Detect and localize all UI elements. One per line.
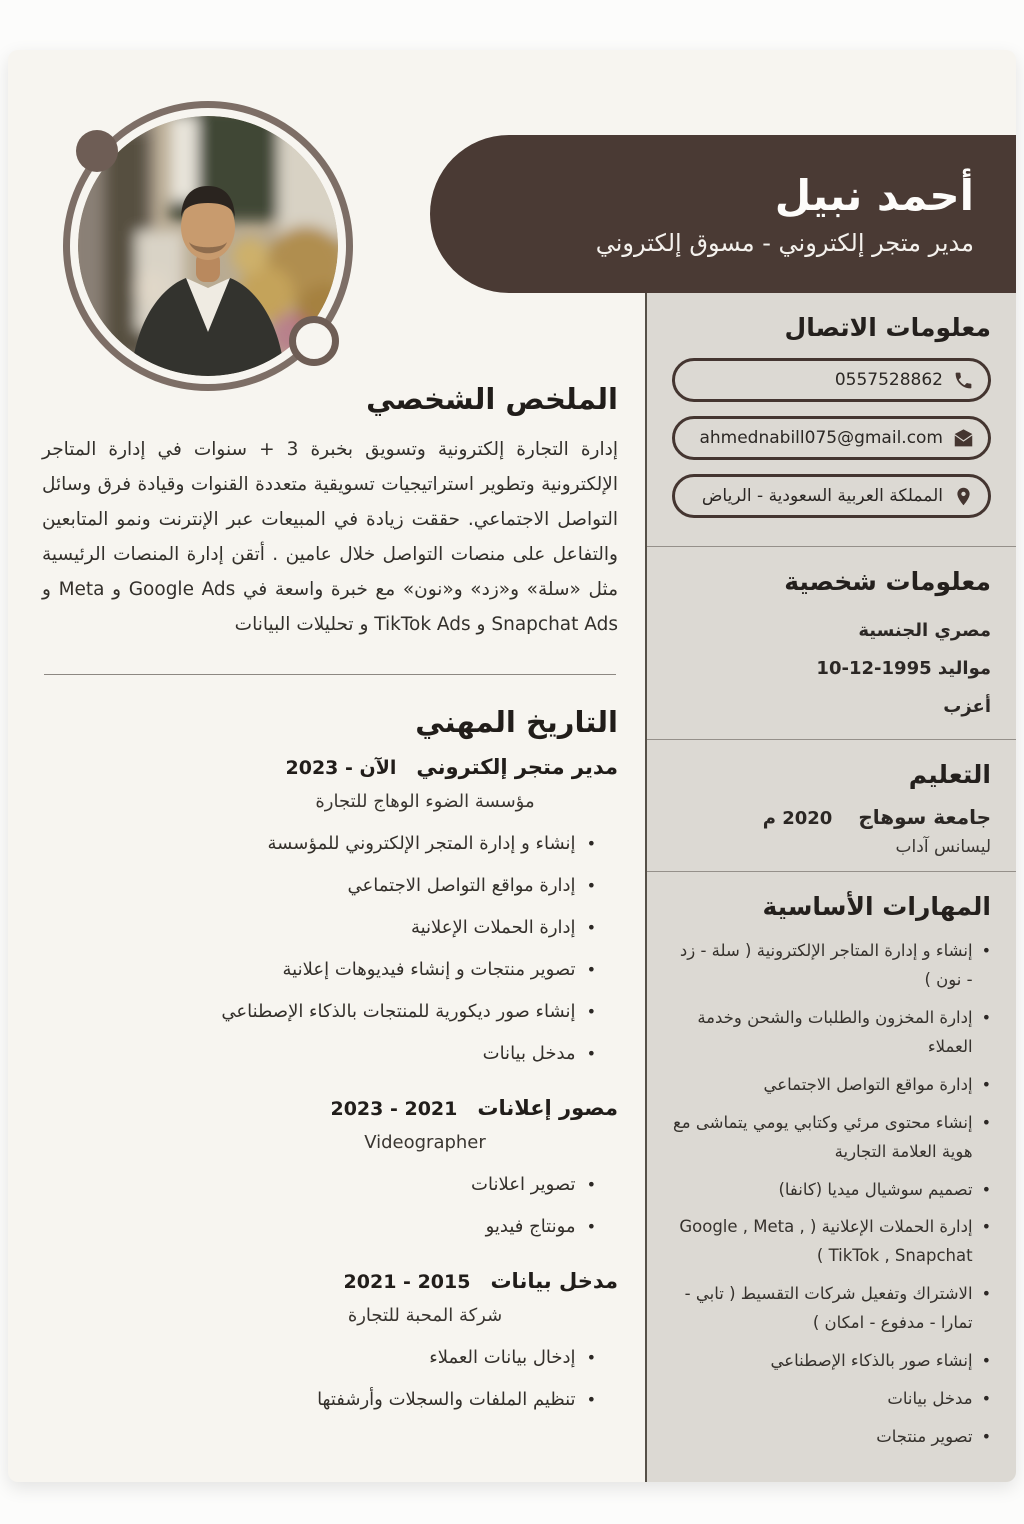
location-pin-icon	[953, 486, 974, 507]
skills-section	[647, 872, 1016, 1474]
job-dates: الآن - 2023	[285, 757, 397, 779]
bullet-dot: •	[981, 1008, 991, 1028]
bullet-dot: •	[981, 1426, 991, 1446]
bullet-dot: •	[586, 960, 596, 979]
job-bullet-text: إنشاء و إدارة المتجر الإلكتروني للمؤسسة	[267, 833, 576, 854]
nationality: مصري الجنسية	[858, 620, 991, 641]
skill-text: إدارة المخزون والطلبات والشحن وخدمة العملاء	[697, 1008, 973, 1057]
skill-text: إنشاء و إدارة المتاجر الإلكترونية ( سلة - زد - نون )	[679, 941, 973, 990]
phone-number: 0557528862	[834, 370, 943, 390]
job-bullet-text: إدارة الحملات الإعلانية	[410, 917, 576, 938]
skill-text: تصوير منتجات	[876, 1426, 973, 1446]
bullet-dot: •	[586, 1348, 596, 1367]
skill-text: إدارة الحملات الإعلانية ( Google , Meta , TikTok , Snapchat )	[679, 1217, 973, 1266]
job-bullet	[42, 1171, 596, 1199]
job-bullet	[42, 998, 596, 1026]
job-title: مدخل بيانات	[490, 1269, 618, 1293]
job-bullet-text: إدارة مواقع التواصل الاجتماعي	[347, 875, 576, 896]
job-company: مؤسسة الضوء الوهاج للتجارة	[315, 791, 535, 812]
job-bullet	[42, 830, 596, 858]
email-icon	[953, 428, 974, 449]
phone-icon	[953, 370, 974, 391]
skill-item	[672, 1280, 991, 1338]
skill-text: إنشاء محتوى مرئي وكتابي يومي يتماشى مع هوية العلامة التجارية	[673, 1112, 973, 1161]
bullet-dot: •	[981, 1217, 991, 1237]
education-degree: ليسانس آداب	[895, 837, 991, 858]
phone-pill	[672, 358, 991, 402]
skill-item	[672, 1176, 991, 1205]
bullet-dot: •	[586, 876, 596, 895]
skill-text: إدارة مواقع التواصل الاجتماعي	[763, 1074, 973, 1094]
sidebar	[645, 293, 1016, 1482]
job-entry	[42, 1096, 618, 1241]
bullet-dot: •	[586, 918, 596, 937]
education-section	[647, 740, 1016, 871]
job-bullets	[42, 1171, 596, 1241]
experience-heading: التاريخ المهني	[415, 705, 618, 739]
skill-item	[672, 1423, 991, 1452]
resume-card	[8, 50, 1016, 1482]
bullet-dot: •	[586, 834, 596, 853]
skill-item	[672, 1004, 991, 1062]
bullet-dot: •	[981, 1284, 991, 1304]
skill-text: الاشتراك وتفعيل شركات التقسيط ( تابي - تمارا - مدفوع - امكان )	[684, 1284, 973, 1333]
person-name: أحمد نبيل	[774, 170, 974, 220]
education-school: جامعة سوهاج	[858, 805, 991, 830]
bullet-dot: •	[981, 1179, 991, 1199]
job-bullet	[42, 914, 596, 942]
skill-item	[672, 937, 991, 995]
job-title-row	[42, 755, 618, 779]
education-year: 2020 م	[762, 808, 833, 830]
decorative-dot	[76, 130, 118, 172]
summary-heading: الملخص الشخصي	[366, 382, 618, 416]
job-bullets	[42, 1344, 596, 1414]
skills-heading: المهارات الأساسية	[762, 892, 991, 922]
contact-section	[647, 293, 1016, 546]
summary-text: إدارة التجارة إلكترونية وتسويق بخبرة 3 + سنوات في إدارة المتاجر الإلكترونية وتطوير استراتيجيات تسويقية متعددة القنوات وقيادة فرق وسائل التواصل الاجتماعي. حققت زيادة في المبيعات عبر الإنترنت ونمو المتابعين والتفاعل على منصات التواصل خلال عامين . أتقن إدارة المنصات الرئيسية مثل «سلة» و«زد» و«نون» مع خبرة واسعة في Google Ads و Meta و Snapchat Ads و TikTok Ads و تحليلات البيانات	[42, 439, 618, 635]
job-dates: 2015 - 2021	[343, 1271, 471, 1293]
job-bullet-text: مونتاج فيديو	[485, 1216, 576, 1237]
job-entry	[42, 1269, 618, 1414]
person-job-title: مدير متجر إلكتروني - مسوق إلكتروني	[595, 229, 974, 258]
bullet-dot: •	[981, 1388, 991, 1408]
skill-text: مدخل بيانات	[887, 1388, 973, 1408]
email-address: ahmednabill075@gmail.com	[699, 428, 943, 448]
personal-info-heading: معلومات شخصية	[784, 567, 991, 596]
bullet-dot: •	[981, 941, 991, 961]
job-title: مصور إعلانات	[477, 1096, 618, 1120]
skill-item	[672, 1213, 991, 1271]
bullet-dot: •	[586, 1044, 596, 1063]
job-bullet-text: مدخل بيانات	[482, 1043, 576, 1064]
job-bullet-text: تنظيم الملفات والسجلات وأرشفتها	[317, 1389, 576, 1410]
job-bullet	[42, 872, 596, 900]
job-bullet-text: إنشاء صور ديكورية للمنتجات بالذكاء الإصطناعي	[221, 1001, 576, 1022]
education-row	[672, 805, 991, 829]
job-company: Videographer	[364, 1132, 486, 1153]
bullet-dot: •	[981, 1074, 991, 1094]
skill-item	[672, 1109, 991, 1167]
bullet-dot: •	[981, 1112, 991, 1132]
skill-text: إنشاء صور بالذكاء الإصطناعي	[770, 1350, 973, 1370]
birth-date: مواليد 1995-12-10	[816, 657, 991, 679]
skill-item	[672, 1385, 991, 1414]
job-bullets	[42, 830, 596, 1068]
job-bullet	[42, 1386, 596, 1414]
location-text: المملكة العربية السعودية - الرياض	[701, 486, 943, 506]
header-band	[430, 135, 1016, 293]
job-title-row	[42, 1269, 618, 1293]
bullet-dot: •	[586, 1390, 596, 1409]
job-bullet-text: إدخال بيانات العملاء	[429, 1347, 576, 1368]
job-title: مدير متجر إلكتروني	[416, 755, 618, 779]
skill-item	[672, 1071, 991, 1100]
education-heading: التعليم	[908, 760, 991, 790]
skills-list	[672, 937, 991, 1451]
job-bullet-text: تصوير منتجات و إنشاء فيديوهات إعلانية	[282, 959, 576, 980]
decorative-small-circle	[289, 316, 339, 366]
contact-heading: معلومات الاتصال	[784, 313, 991, 342]
email-pill	[672, 416, 991, 460]
bullet-dot: •	[586, 1217, 596, 1236]
marital-status: أعزب	[943, 695, 991, 717]
job-company: شركة المحبة للتجارة	[347, 1305, 503, 1326]
job-bullet	[42, 956, 596, 984]
main-column	[42, 382, 618, 1442]
bullet-dot: •	[586, 1175, 596, 1194]
job-title-row	[42, 1096, 618, 1120]
job-bullet-text: تصوير اعلانات	[471, 1174, 576, 1195]
job-bullet	[42, 1344, 596, 1372]
bullet-dot: •	[586, 1002, 596, 1021]
personal-info-section	[647, 547, 1016, 739]
job-dates: 2021 - 2023	[330, 1098, 458, 1120]
job-bullet	[42, 1040, 596, 1068]
bullet-dot: •	[981, 1350, 991, 1370]
skill-item	[672, 1347, 991, 1376]
job-entry	[42, 755, 618, 1068]
location-pill	[672, 474, 991, 518]
section-divider	[44, 674, 616, 675]
job-bullet	[42, 1213, 596, 1241]
skill-text: تصميم سوشيال ميديا (كانفا)	[778, 1179, 973, 1199]
